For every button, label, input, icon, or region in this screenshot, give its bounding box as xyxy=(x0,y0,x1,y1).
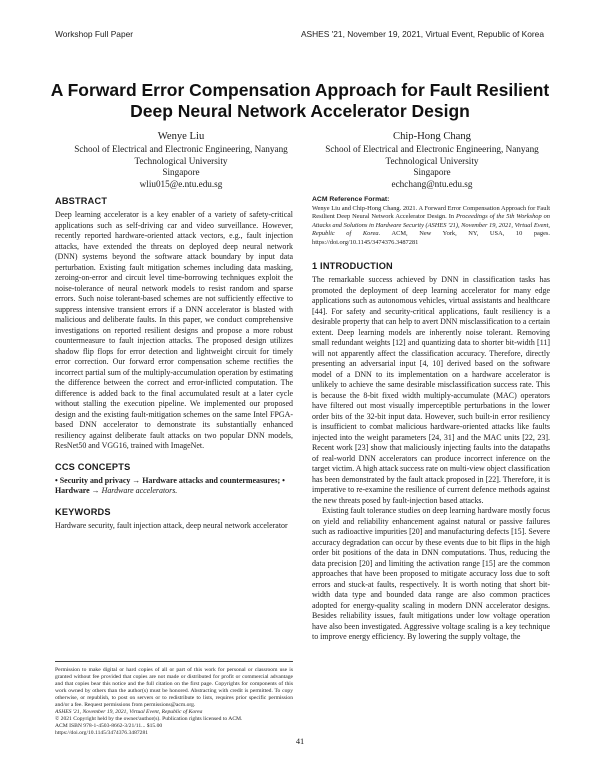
author-email[interactable]: echchang@ntu.edu.sg xyxy=(391,178,473,189)
introduction-paragraph-1: The remarkable success achieved by DNN in classification tasks has promoted the deployment of deep learning accelerator for many edge applications such as autonomous vehicles, virtual assistants and healthcare [44]. For safety and security-critical applications, fault resiliency is a desirable property that can help to avert DNN misclassification to a certain extent. Deep learning models are inherently noise tolerant. Removing small redundant weights [12] and quantizing data to shorter bit-width [11] will not apparently affect the classification accuracy. Therefore, directly presenting an adversarial input [4, 10] derived based on the software model of a DNN to its implementation on a hardware accelerator is unlikely to achieve the same desirable misclassification success rate. This is because the 8-bit fixed width multiply-accumulate (MAC) operators have filtered out most visually imperceptible perturbations in the lower order bits of the 32-bit input data. However, such built-in error resiliency is insufficient to combat malicious hardware-oriented attacks like faults injected into the weight parameters [24, 31] and the MAC units [22, 23]. Recent work [23] show that maliciously injecting faults into the datapaths of real-world DNN accelerators can produce incorrect inference on the target victim. A high attack success rate on multi-view object classification has been demonstrated by the fault attack proposed in [22]. Therefore, it is imperative to re-examine the resilience of current defence methods against the new threats posed by fault-injection based attacks. xyxy=(312,275,550,505)
running-header-right: ASHES '21, November 19, 2021, Virtual Event, Republic of Korea xyxy=(300,29,544,39)
author-email[interactable]: wliu015@e.ntu.edu.sg xyxy=(139,178,223,189)
running-header-left: Workshop Full Paper xyxy=(55,29,134,39)
keywords-heading: KEYWORDS xyxy=(55,506,111,517)
author-country: Singapore xyxy=(413,167,451,178)
permission-venue: ASHES '21, November 19, 2021, Virtual Event, Republic of Korea xyxy=(55,709,203,715)
keywords-text: Hardware security, fault injection attack, deep neural network accelerator xyxy=(55,520,288,530)
ccs-heading: CCS CONCEPTS xyxy=(55,461,131,472)
introduction-heading: 1 INTRODUCTION xyxy=(312,261,393,272)
author-affiliation: School of Electrical and Electronic Engineering, Nanyang xyxy=(74,144,288,154)
acm-reference-text: Wenye Liu and Chip-Hong Chang. 2021. A Forward Error Compensation Approach for Fault Resilient Deep Neural Network Accelerator Design. In Proceedings of the 5th Workshop on Attacks and Solutions in Hardware Security (ASHES '21), November 19, 2021, Virtual Event, Republic of Korea. ACM, New York, NY, USA, 10 pages. https://doi.org/10.1145/3474376.3487281 xyxy=(312,205,550,246)
ccs-concept-2-detail: Hardware accelerators. xyxy=(101,486,178,495)
page-number: 41 xyxy=(295,737,305,746)
abstract-heading: ABSTRACT xyxy=(55,196,108,206)
acm-reference-heading: ACM Reference Format: xyxy=(312,196,390,203)
permission-notice xyxy=(55,661,293,737)
permission-doi[interactable]: https://doi.org/10.1145/3474376.3487281 xyxy=(55,730,149,736)
permission-copyright: © 2021 Copyright held by the owner/author(s). Publication rights licensed to ACM. xyxy=(55,716,243,722)
ccs-concept-2: • Hardware → xyxy=(55,475,285,495)
author-country: Singapore xyxy=(162,167,200,178)
author-block-1 xyxy=(50,130,312,190)
paper-title-line-2: Deep Neural Network Accelerator Design xyxy=(130,101,470,121)
author-name: Wenye Liu xyxy=(157,131,205,142)
abstract-text: Deep learning accelerator is a key enabler of a variety of safety-critical applications such as self-driving car and video surveillance. However, recently reported hardware-oriented attack vectors, e.g., fault injection attacks, have extended the threats on deployed deep neural network (DNN) systems beyond the software attack boundary by input data perturbation. Existing fault mitigation schemes including data masking, zeroing-on-error and circuit level time-borrowing techniques exploit the noise-tolerance of neural network models to resist random and sparse errors. Such noise tolerant-based schemes are not sufficiently effective to suppress intensive transient errors if a DNN accelerator is blasted with malicious and deliberate faults. In this paper, we conduct comprehensive investigations on reported resilient designs and propose a more robust countermeasure to fault injection attacks. The proposed design utilizes shadow flip flops for error detection and lightweight circuit for timely error correction. Our forward error compensation scheme rectifies the incorrect partial sum of the multiply-accumulation operation by estimating the difference between the correct and error-inflicted computation. The difference is added back to the final accumulated result at a later cycle without stalling the execution pipeline. We implemented our proposed design and the existing fault-mitigation schemes on the same Intel FPGA-based DNN accelerator to demonstrate its substantially enhanced resiliency against deliberate fault attacks on two popular DNN models, ResNet50 and VGG16, trained with ImageNet. xyxy=(55,210,293,450)
author-affiliation: School of Electrical and Electronic Engineering, Nanyang xyxy=(325,144,539,154)
paper-title xyxy=(40,80,560,122)
ccs-concept-1: • Security and privacy → Hardware attacks and countermeasures; xyxy=(55,475,281,485)
author-name: Chip-Hong Chang xyxy=(393,131,471,142)
author-affiliation: Technological University xyxy=(385,155,479,166)
author-block-2 xyxy=(301,130,563,190)
left-column xyxy=(55,196,293,531)
permission-isbn: ACM ISBN 978-1-4503-8662-3/21/11... $15.00 xyxy=(55,723,163,729)
permission-text: Permission to make digital or hard copies of all or part of this work for personal or classroom use is granted without fee provided that copies are not made or distributed for profit or commercial advantage and that copies bear this notice and the full citation on the first page. Copyrights for components of this work owned by others than the author(s) must be honored. Abstracting with credit is permitted. To copy otherwise, or republish, to post on servers or to redistribute to lists, requires prior specific permission and/or a fee. Request permissions from permissions@acm.org. xyxy=(55,667,293,708)
ccs-concepts xyxy=(55,476,293,497)
right-column xyxy=(312,196,550,643)
author-affiliation: Technological University xyxy=(134,155,228,166)
introduction-paragraph-2: Existing fault tolerance studies on deep learning hardware mostly focus on yield and reliability enhancement against natural or passive failures such as radioactive impurities [20] and manufacturing defects [15]. Severe accuracy degradation can occur by these events due to bit flips in the high order bit positions of the data in DNN computations. Thus, reducing the data precision [20] and limiting the activation range [15] are the common approaches that have been proposed to mitigate accuracy loss due to soft errors and stuck-at faults, respectively. It is worth noting that short bit-width data type and bounded data range are also common practices adopted for energy-quality scaling in modern DNN accelerator designs. Besides reliability issues, fault mitigations under low voltage operation have also been investigated. Aggressive voltage scaling is a key technique to improve energy efficiency. By lowering the supply voltage, the xyxy=(312,506,550,642)
paper-title-line-1: A Forward Error Compensation Approach for Fault Resilient xyxy=(50,80,550,100)
